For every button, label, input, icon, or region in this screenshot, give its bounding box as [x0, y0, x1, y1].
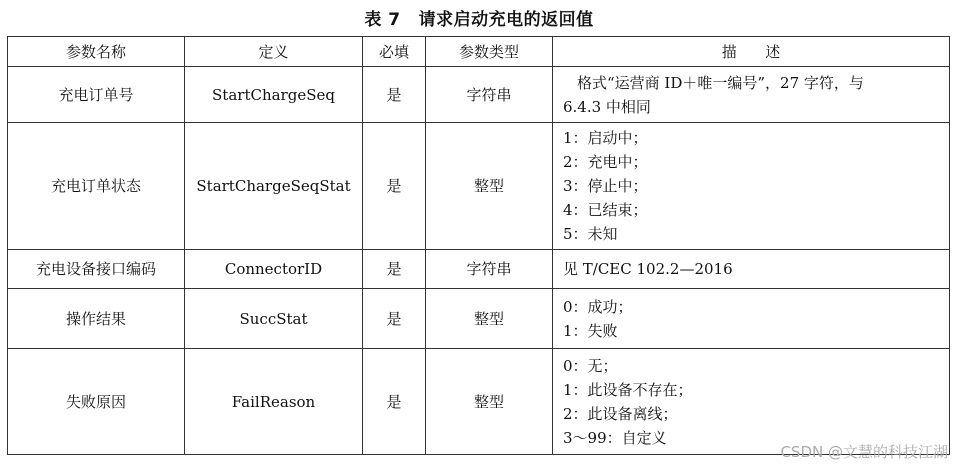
- cell-definition: FailReason: [185, 349, 363, 455]
- table-row: [8, 289, 950, 349]
- cell-required: 是: [363, 349, 426, 455]
- table-row: [8, 123, 950, 250]
- cell-description: [553, 349, 950, 455]
- watermark: CSDN @文慧的科技江湖: [780, 443, 948, 461]
- cell-name: 操作结果: [8, 289, 185, 349]
- table-row: [8, 349, 950, 455]
- cell-name: 充电订单号: [8, 67, 185, 123]
- cell-required: 是: [363, 123, 426, 250]
- cell-definition: StartChargeSeqStat: [185, 123, 363, 250]
- description-line: 2：充电中；: [563, 153, 648, 171]
- cell-required: 是: [363, 250, 426, 289]
- cell-type: 整型: [426, 123, 553, 250]
- header-param-type: 参数类型: [426, 37, 553, 67]
- description-line: 见 T/CEC 102.2—2016: [563, 260, 733, 278]
- description-line: 5：未知: [563, 225, 618, 243]
- description-line: 6.4.3 中相同: [563, 97, 651, 116]
- cell-name: 失败原因: [8, 349, 185, 455]
- cell-required: 是: [363, 67, 426, 123]
- header-description: 描 述: [553, 37, 950, 67]
- cell-name: 充电设备接口编码: [8, 250, 185, 289]
- cell-description: [553, 250, 950, 289]
- description-line: 1：失败: [563, 321, 618, 340]
- cell-definition: StartChargeSeq: [185, 67, 363, 123]
- description-line: 4：已结束；: [563, 201, 648, 219]
- cell-description: [553, 123, 950, 250]
- description-line: 1：启动中；: [563, 129, 648, 147]
- caption-title: 请求启动充电的返回值: [418, 9, 594, 30]
- cell-definition: SuccStat: [185, 289, 363, 349]
- table-header-row: [8, 37, 950, 67]
- cell-type: 字符串: [426, 250, 553, 289]
- table-caption: [0, 2, 958, 32]
- description-line: 0：无；: [563, 356, 618, 375]
- description-line: 格式“运营商 ID＋唯一编号”，27 字符，与: [577, 73, 864, 92]
- cell-description: [553, 67, 950, 123]
- cell-name: 充电订单状态: [8, 123, 185, 250]
- header-definition: 定义: [185, 37, 363, 67]
- table-row: [8, 67, 950, 123]
- table-row: [8, 250, 950, 289]
- description-line: 1：此设备不存在；: [563, 380, 693, 399]
- description-line: 3～99：自定义: [563, 428, 667, 447]
- cell-type: 整型: [426, 289, 553, 349]
- cell-type: 整型: [426, 349, 553, 455]
- description-line: 2：此设备离线；: [563, 404, 678, 423]
- cell-required: 是: [363, 289, 426, 349]
- cell-type: 字符串: [426, 67, 553, 123]
- description-line: 0：成功；: [563, 297, 633, 316]
- caption-number: 表 7: [364, 9, 401, 30]
- return-values-table: [7, 36, 950, 455]
- header-param-name: 参数名称: [8, 37, 185, 67]
- cell-description: [553, 289, 950, 349]
- cell-definition: ConnectorID: [185, 250, 363, 289]
- description-line: 3：停止中；: [563, 177, 648, 195]
- header-required: 必填: [363, 37, 426, 67]
